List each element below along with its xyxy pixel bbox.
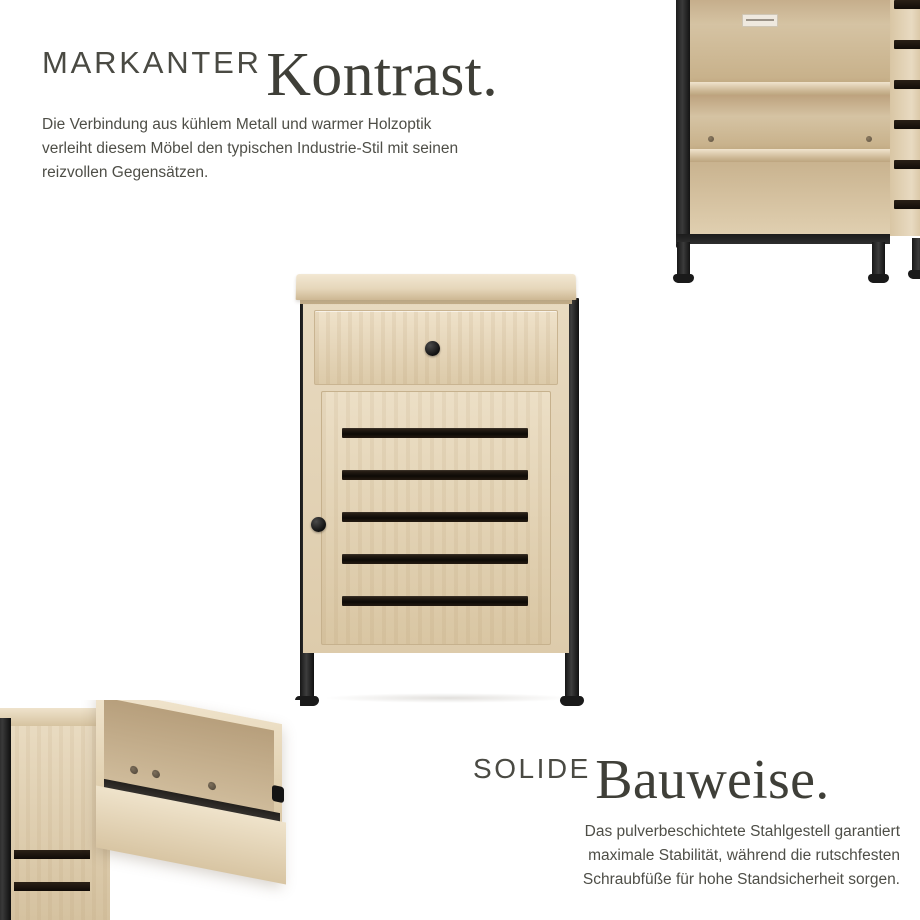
nightstand-product-photo [283, 265, 613, 710]
drawer-knob [272, 785, 284, 803]
bottom-body-text: Das pulverbeschichtete Stahlgestell garantiert maximale Stabilität, während die rutschfesten Schraubfüße für hohe Standsicherheit sorgen. [582, 823, 900, 888]
open-cabinet-interior-photo [670, 0, 920, 300]
cabinet-shelf-upper [690, 82, 890, 95]
drawer-knob [425, 341, 440, 356]
top-headline [42, 40, 498, 111]
door-slat [14, 850, 90, 859]
door-slat [894, 200, 920, 209]
cabinet-leg-right [565, 660, 579, 698]
door-slat [342, 512, 528, 522]
bottom-headline-thin: SOLIDE [473, 753, 591, 784]
cabinet-steel-post-left [676, 0, 690, 248]
cabinet-base-rail [676, 234, 890, 244]
door-slat [894, 40, 920, 49]
cabinet-leg [872, 242, 885, 276]
door-slat [894, 0, 920, 9]
top-headline-script: Kontrast. [266, 41, 499, 109]
bottom-headline-script: Bauweise. [595, 749, 830, 811]
door-slat [894, 120, 920, 129]
door-slat [342, 596, 528, 606]
cabinet-shelf-lower [690, 149, 890, 162]
cabinet-leg [677, 242, 690, 276]
top-body-text: Die Verbindung aus kühlem Metall und warmer Holzoptik verleiht diesem Möbel den typischen Industrie-Stil mit seinen reizvollen Gegensätzen. [42, 116, 459, 181]
cabinet-cavity-bottom [690, 162, 890, 234]
door-slat [342, 470, 528, 480]
door-knob [311, 517, 326, 532]
door-slat [14, 882, 90, 891]
door-slat [342, 428, 528, 438]
cabinet-leg-left [300, 660, 314, 698]
slatted-door [321, 391, 551, 645]
floor-shadow [323, 693, 573, 703]
screw-icon [708, 136, 714, 142]
cabinet-interior [690, 0, 890, 234]
screw-icon [866, 136, 872, 142]
cabinet-frame-detail [676, 0, 920, 248]
product-label-sticker [742, 14, 778, 27]
cabinet-leg [912, 238, 920, 272]
door-slat [342, 554, 528, 564]
cabinet-cavity-middle [690, 95, 890, 149]
bottom-headline [473, 748, 830, 812]
cabinet-cavity-top [690, 0, 890, 82]
top-headline-thin: MARKANTER [42, 45, 262, 80]
door-slat [894, 80, 920, 89]
tabletop [296, 274, 577, 300]
door-slat [894, 160, 920, 169]
cabinet-slatted-door [890, 0, 920, 236]
steel-post-detail [0, 718, 11, 920]
open-drawer-detail-photo [0, 700, 300, 920]
